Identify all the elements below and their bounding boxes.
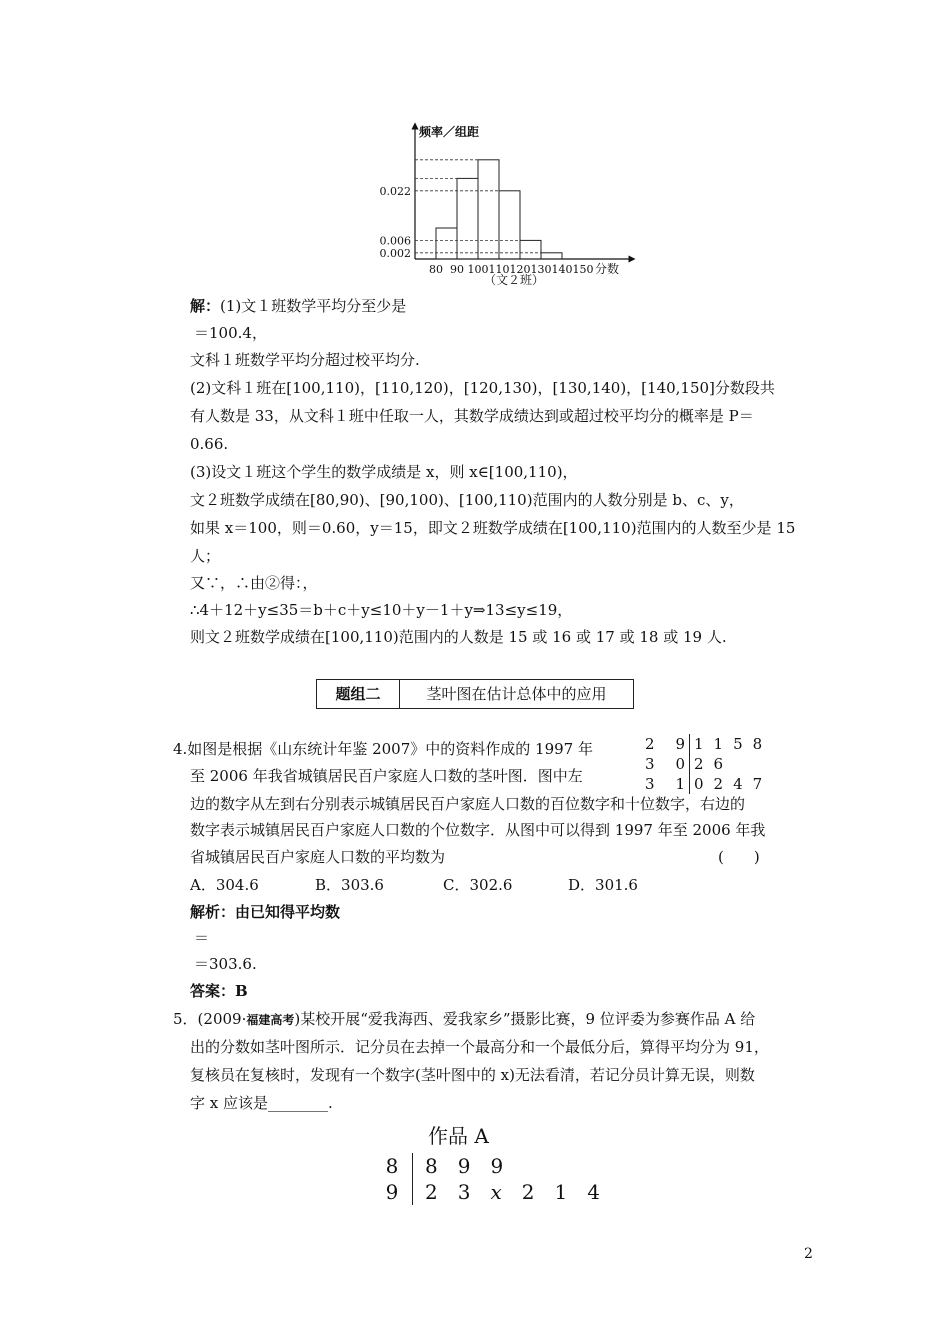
histogram-caption: （文２班） xyxy=(484,273,545,287)
leaf: 8 xyxy=(425,1154,438,1178)
section-header xyxy=(316,679,634,709)
leaf: 1 xyxy=(554,1180,568,1204)
q4-answer: 答案：B xyxy=(190,982,248,1000)
solution-line-4: (2)文科１班在[100,110)，[110,120)，[120,130)，[130,140)，[140,150]分数段共 xyxy=(190,379,775,397)
q5-line-2: 出的分数如茎叶图所示．记分员在去掉一个最高分和一个最低分后，算得平均分为 91， xyxy=(190,1038,769,1056)
histogram-bar xyxy=(520,240,541,259)
x-tick-label: 100 xyxy=(467,263,489,276)
leaf: 3 xyxy=(457,1180,471,1204)
x-tick-label: 120 xyxy=(509,263,531,276)
leaf: 8 xyxy=(752,735,763,753)
solution-line-6: 0.66. xyxy=(190,435,229,453)
solution-line-7: (3)设文１班这个学生的数学成绩是 x，则 x∈[100,110)， xyxy=(190,463,578,481)
y-tick-label: 0.022 xyxy=(379,184,411,198)
stem: 9 xyxy=(380,1179,413,1205)
histogram-svg xyxy=(370,118,640,293)
stem: 8 xyxy=(380,1153,413,1179)
solution-line-12: ∴4＋12＋y≤35＝b＋c＋y≤10＋y－1＋y⇒13≤y≤19， xyxy=(190,601,573,619)
leaf-unknown-x: x xyxy=(490,1180,502,1204)
histogram-bar xyxy=(478,160,499,259)
stem-leaf-row xyxy=(380,1179,600,1205)
leaf: 0 xyxy=(694,775,704,793)
leaf: 9 xyxy=(490,1154,504,1178)
stem-hundreds: 2 xyxy=(645,735,655,753)
histogram-bar xyxy=(436,228,457,259)
y-tick-label: 0.006 xyxy=(379,234,411,248)
q4-option-a: A．304.6 xyxy=(190,876,259,894)
solution-line-13: 则文２班数学成绩在[100,110)范围内的人数是 15 或 16 或 17 或 18 或 19 人. xyxy=(190,628,727,646)
leaf: 1 xyxy=(694,735,704,753)
solution-line-5: 有人数是 33，从文科１班中任取一人，其数学成绩达到或超过校平均分的概率是 P＝ xyxy=(190,407,754,425)
q5-line-4: 字 x 应该是________. xyxy=(190,1094,333,1112)
leaf: 2 xyxy=(425,1180,438,1204)
q4-line-2: 至 2006 年我省城镇居民百户家庭人口数的茎叶图．图中左 xyxy=(190,767,583,785)
q4-line-1: 4.如图是根据《山东统计年鉴 2007》中的资料作成的 1997 年 xyxy=(173,740,593,758)
frequency-histogram xyxy=(370,118,640,293)
stem-tens: 9 xyxy=(675,735,685,753)
leaf: 1 xyxy=(713,735,724,753)
page-number: 2 xyxy=(804,1246,813,1262)
solution-line-1-text: (1)文１班数学平均分至少是 xyxy=(220,297,407,315)
x-tick-label: 130 xyxy=(530,263,552,276)
section-label: 题组二 xyxy=(317,680,400,708)
solution-line-3: 文科１班数学平均分超过校平均分. xyxy=(190,351,420,369)
q4-option-b: B．303.6 xyxy=(315,876,384,894)
x-axis-label: 分数 xyxy=(595,262,620,276)
q4-answer-paren: ( ) xyxy=(718,848,760,866)
x-tick-label: 150 xyxy=(572,263,594,276)
histogram-bar xyxy=(499,191,520,259)
stem-tens: 1 xyxy=(675,775,685,793)
q4-eq-1: ＝ xyxy=(194,929,210,947)
q4-option-d: D．301.6 xyxy=(568,876,638,894)
leaf: 2 xyxy=(521,1180,535,1204)
leaf: 4 xyxy=(587,1180,600,1204)
q4-analysis: 解析：由已知得平均数 xyxy=(190,903,341,921)
stem-leaf-row xyxy=(645,754,762,774)
leaf: 7 xyxy=(752,775,763,793)
stem-leaf-row xyxy=(645,734,762,754)
solution-line-9: 如果 x＝100，则＝0.60，y＝15，即文２班数学成绩在[100,110)范围内的人数至少是 15 xyxy=(190,519,796,537)
q4-option-c: C．302.6 xyxy=(443,876,513,894)
stem-leaf-row xyxy=(645,774,762,794)
leaf: 2 xyxy=(694,755,704,773)
q5-line-1-pre: 5．(2009· xyxy=(173,1010,247,1028)
leaf: 9 xyxy=(457,1154,471,1178)
stem-hundreds: 3 xyxy=(645,775,655,793)
q4-eq-2: ＝303.6. xyxy=(194,955,257,973)
q5-source: 福建高考 xyxy=(246,1013,295,1027)
q5-line-1 xyxy=(173,1009,755,1030)
solution-line-10: 人； xyxy=(190,547,221,565)
stem-leaf-row xyxy=(380,1153,600,1179)
stem-hundreds: 3 xyxy=(645,755,655,773)
leaf: 4 xyxy=(733,775,743,793)
solution-line-2: ＝100.4， xyxy=(194,324,267,342)
leaf: 5 xyxy=(733,735,743,753)
stem-leaf-plot-2 xyxy=(380,1120,600,1205)
x-tick-label: 90 xyxy=(450,263,464,276)
leaf: 6 xyxy=(713,755,724,773)
solution-line-8: 文２班数学成绩在[80,90)、[90,100)、[100,110)范围内的人数分别是 b、c、y， xyxy=(190,491,744,509)
y-tick-label: 0.002 xyxy=(379,246,411,260)
q5-line-1-post: )某校开展“爱我海西、爱我家乡”摄影比赛，9 位评委为参赛作品 A 给 xyxy=(294,1010,756,1028)
solution-line-1 xyxy=(190,296,406,316)
solution-line-11: 又∵，∴由②得：， xyxy=(190,574,318,592)
histogram-bar xyxy=(541,253,562,259)
q4-line-4: 数字表示城镇居民百户家庭人口数的个位数字．从图中可以得到 1997 年至 2006 年我 xyxy=(190,821,766,839)
y-axis-label: 频率／组距 xyxy=(419,125,480,139)
x-tick-label: 140 xyxy=(551,263,573,276)
x-tick-label: 80 xyxy=(429,263,443,276)
q5-line-3: 复核员在复核时，发现有一个数字(茎叶图中的 x)无法看清，若记分员计算无误，则数 xyxy=(190,1066,755,1084)
stem-tens: 0 xyxy=(675,755,685,773)
stem-leaf-2-title: 作品 A xyxy=(428,1124,489,1148)
x-tick-label: 110 xyxy=(488,263,510,276)
q4-line-3: 边的数字从左到右分别表示城镇居民百户家庭人口数的百位数字和十位数字，右边的 xyxy=(190,795,746,813)
leaf: 2 xyxy=(713,775,724,793)
q4-line-5: 省城镇居民百户家庭人口数的平均数为 xyxy=(190,848,446,866)
section-title: 茎叶图在估计总体中的应用 xyxy=(426,685,607,703)
stem-leaf-plot-1 xyxy=(645,734,762,794)
solution-label: 解： xyxy=(190,297,221,315)
